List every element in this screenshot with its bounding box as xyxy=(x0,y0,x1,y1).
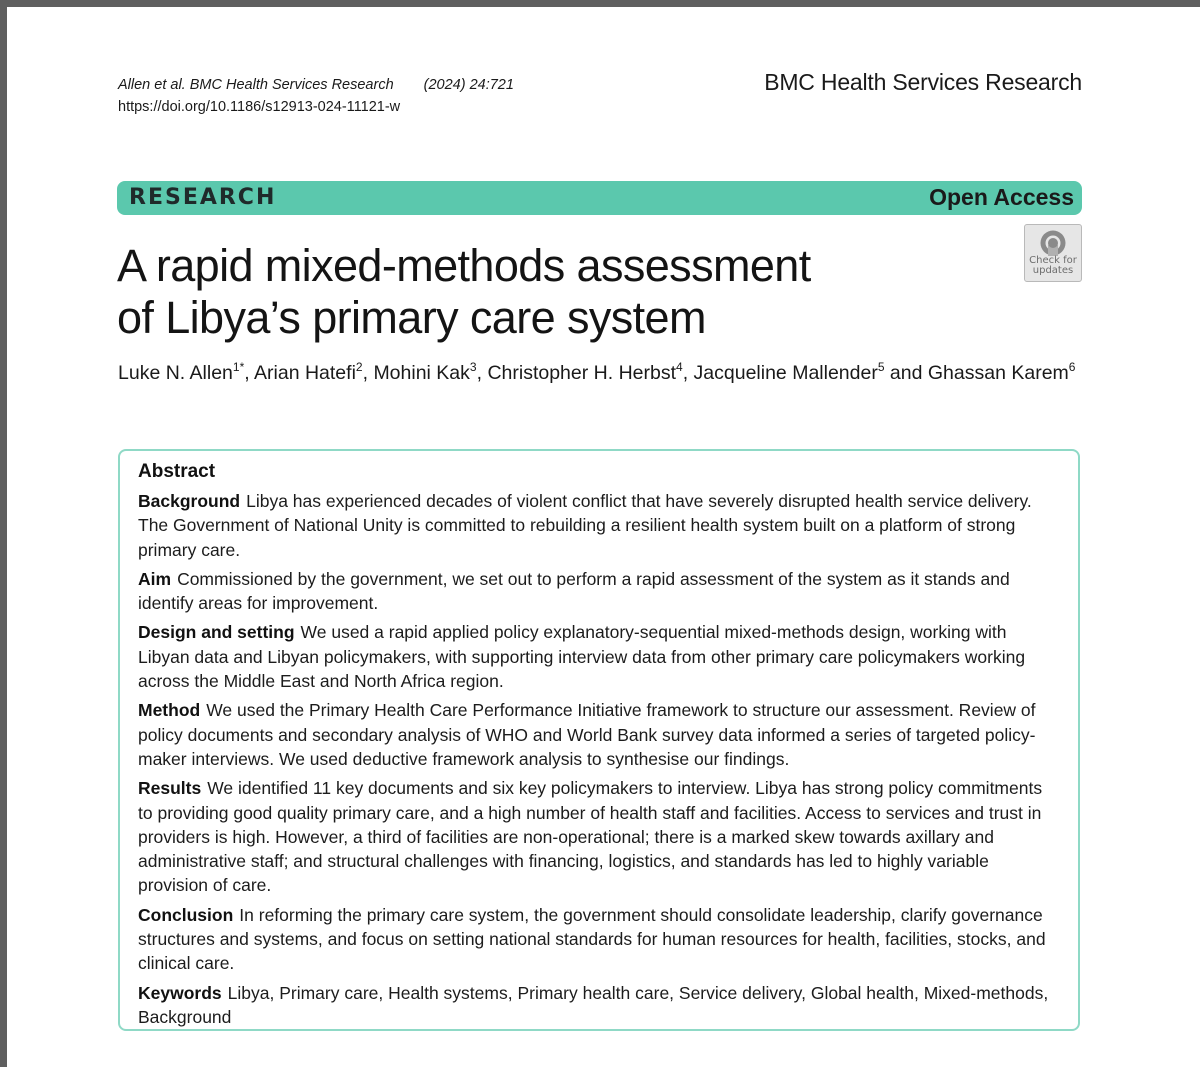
citation-volume: (2024) 24:721 xyxy=(423,77,514,93)
article-title-line2: of Libya’s primary care system xyxy=(117,292,706,343)
author-affiliation[interactable]: 3 xyxy=(469,360,477,374)
abstract-section xyxy=(138,776,1060,897)
check-for-updates-badge[interactable] xyxy=(1024,224,1082,282)
author-separator: , xyxy=(682,362,694,384)
author-affiliation[interactable]: 6 xyxy=(1068,360,1076,374)
author-affiliation[interactable]: 1* xyxy=(232,360,245,374)
check-for-updates-line2: updates xyxy=(1032,265,1074,276)
abstract-section-text: We identified 11 key documents and six key policymakers to interview. Libya has strong policy commitments to providing good quality primary care, and a high number of health staff and facilities. Access to services and trust in providers is high. However, a third of facilities are non-operational; there is a marked skew towards axillary and administrative staff; and structural challenges with financing, logistics, and standards has led to highly variable provision of care. xyxy=(138,778,1043,896)
article-title xyxy=(117,240,997,344)
abstract-section xyxy=(138,903,1060,976)
abstract-section-label: Design and setting xyxy=(138,622,295,643)
article-type-label: RESEARCH xyxy=(129,185,277,210)
author-affiliation[interactable]: 2 xyxy=(355,360,363,374)
crossmark-icon xyxy=(1039,229,1067,257)
author-separator: , xyxy=(476,362,488,384)
check-for-updates-line1: Check for xyxy=(1029,255,1077,266)
author-name[interactable]: Christopher H. Herbst xyxy=(487,362,677,384)
doi-link[interactable]: https://doi.org/10.1186/s12913-024-11121-w xyxy=(118,99,401,115)
citation-line xyxy=(118,74,514,96)
abstract-section-label: Results xyxy=(138,778,202,799)
abstract-section-label: Keywords xyxy=(138,982,222,1003)
abstract-section-label: Aim xyxy=(138,568,172,589)
abstract-section-text: We used the Primary Health Care Performance Initiative framework to structure our assessment. Review of policy documents and secondary analysis of WHO and World Bank survey data informed a series of targeted policy-maker interviews. We used deductive framework analysis to synthesise our findings. xyxy=(138,700,1036,769)
author-affiliation[interactable]: 4 xyxy=(676,360,683,374)
abstract-section-label: Method xyxy=(138,700,201,721)
abstract-section xyxy=(138,620,1060,693)
author-name[interactable]: Ghassan Karem xyxy=(927,362,1069,384)
citation-journal: BMC Health Services Research xyxy=(189,77,394,93)
author-name[interactable]: Luke N. Allen xyxy=(118,362,233,384)
abstract-box xyxy=(118,449,1080,1031)
citation-authors: Allen et al. xyxy=(118,77,186,93)
author-separator: , xyxy=(244,362,255,384)
abstract-sections xyxy=(138,489,1060,1034)
journal-name: BMC Health Services Research xyxy=(764,69,1082,95)
abstract-section xyxy=(138,698,1060,771)
author-affiliation[interactable]: 5 xyxy=(877,360,885,374)
author-name[interactable]: Mohini Kak xyxy=(373,362,470,384)
abstract-section-text: Libya, Primary care, Health systems, Primary health care, Service delivery, Global health, Mixed-methods, Background xyxy=(138,982,1049,1027)
abstract-section-text: We used a rapid applied policy explanatory-sequential mixed-methods design, working with Libyan data and Libyan policymakers, with supporting interview data from other primary care policymakers working across the Middle East and North Africa region. xyxy=(138,622,1026,692)
abstract-section-text: Libya has experienced decades of violent conflict that have severely disrupted health service delivery. The Government of National Unity is committed to rebuilding a resilient health system built on a platform of strong primary care. xyxy=(138,491,1032,560)
check-for-updates-text xyxy=(1025,256,1081,276)
author-list xyxy=(118,362,1075,385)
abstract-section xyxy=(138,489,1060,562)
abstract-section-text: Commissioned by the government, we set out to perform a rapid assessment of the system as it stands and identify areas for improvement. xyxy=(138,568,1010,614)
abstract-section-label: Background xyxy=(138,491,241,511)
abstract-section xyxy=(138,981,1060,1030)
author-separator: and xyxy=(884,362,928,384)
open-access-label: Open Access xyxy=(929,184,1074,210)
citation-block xyxy=(118,74,514,118)
article-type-banner xyxy=(117,181,1082,215)
abstract-section-label: Conclusion xyxy=(138,904,234,925)
author-name[interactable]: Jacqueline Mallender xyxy=(693,362,878,384)
article-page xyxy=(7,7,1200,1067)
abstract-section-text: In reforming the primary care system, the government should consolidate leadership, clarify governance structures and systems, and focus on setting national standards for human resources for health, facilities, stocks, and clinical care. xyxy=(138,904,1046,974)
abstract-heading: Abstract xyxy=(138,461,216,482)
author-separator: , xyxy=(362,362,374,384)
article-title-line1: A rapid mixed-methods assessment xyxy=(117,240,811,291)
author-name[interactable]: Arian Hatefi xyxy=(254,362,356,384)
abstract-section xyxy=(138,567,1060,616)
